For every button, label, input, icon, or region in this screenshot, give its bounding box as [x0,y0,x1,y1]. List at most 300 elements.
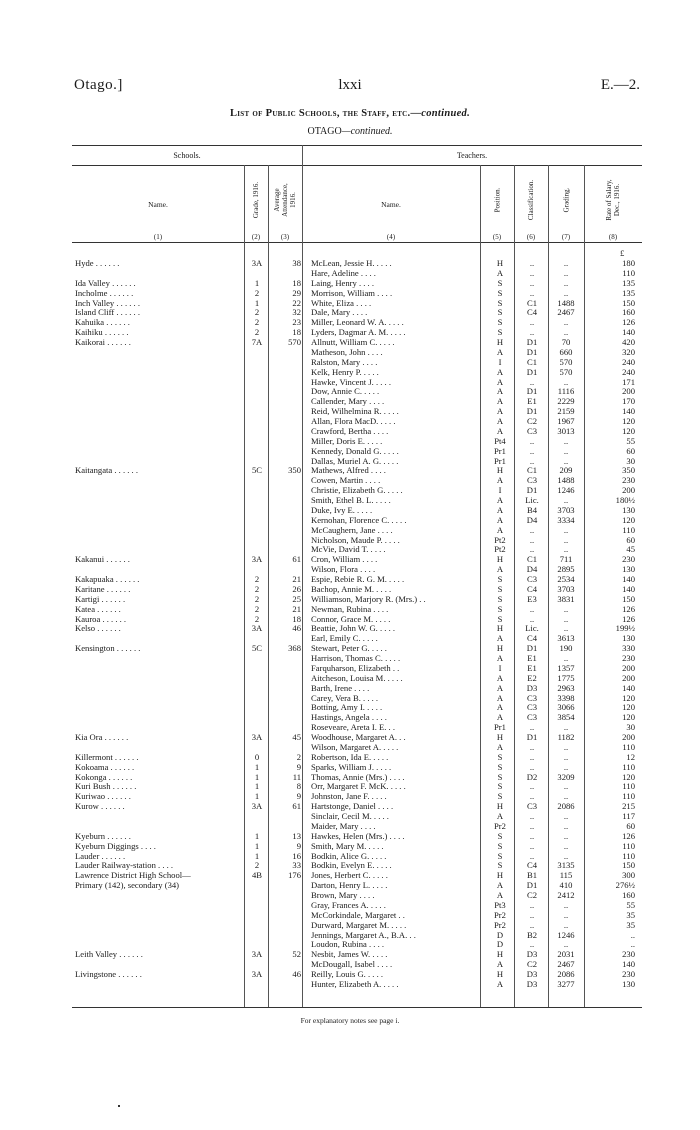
school-grade: 5C [251,643,263,654]
teacher-name: Callender, Mary . . . . [311,397,385,407]
col-header-school-name: Name. [148,200,168,209]
teacher-classification: .. [529,524,535,535]
table-row [75,397,640,407]
school-grade: 3A [251,258,263,268]
teacher-position: A [496,376,504,387]
teacher-salary: 60 [626,820,635,831]
teacher-position: A [496,524,504,535]
teacher-salary: 110 [622,761,635,772]
table-row [75,842,640,852]
table-row [75,289,640,299]
teacher-classification: B2 [526,929,538,940]
school-name: Kaihiku . . . . . . [75,328,129,338]
teacher-name: Loudon, Rubina . . . . [311,940,385,950]
teacher-classification: .. [529,939,535,950]
teacher-grading: .. [563,830,569,841]
school-grade: 2 [254,860,260,871]
teacher-classification: Lic. [525,495,539,505]
school-name: Inch Valley . . . . . . [75,298,140,308]
teacher-salary: 140 [622,327,635,338]
teacher-salary: 30 [626,722,635,733]
teacher-name: Nicholson, Maude P. . . . . [311,535,400,545]
teacher-salary: 130 [622,504,635,515]
school-grade: 2 [254,574,260,584]
teacher-classification: E1 [527,396,537,407]
teacher-classification: D1 [526,732,538,742]
teacher-salary: 170 [622,396,635,407]
table-row [75,615,640,625]
school-grade: 2 [254,287,260,298]
table-row [75,279,640,289]
teacher-name: Durward, Margaret M. . . . . [311,920,407,930]
teacher-name: Wilson, Margaret A. . . . . [311,742,399,752]
school-attendance: 21 [292,574,301,584]
teacher-name: Matheson, John . . . . [311,347,383,357]
teacher-grading: 3277 [557,978,575,989]
teacher-grading: .. [563,258,569,268]
school-attendance: 61 [292,801,301,812]
school-name: Primary (142), secondary (34) [75,881,180,891]
school-attendance: 46 [292,623,301,634]
teacher-position: S [497,327,503,338]
school-name: Katea . . . . . . [75,604,121,614]
teacher-name: Smith, Mary M. . . . . [311,841,384,851]
teacher-classification: D3 [526,978,538,989]
teacher-salary: 120 [622,425,635,436]
teacher-classification: .. [529,376,535,387]
table-row [75,536,640,546]
teacher-grading: .. [563,761,569,772]
school-grade: 3A [251,949,263,960]
teacher-grading: .. [563,850,569,861]
teacher-position: S [497,781,503,792]
teacher-salary: 230 [622,969,635,979]
teacher-name: Woodhouse, Margaret A. . . [311,733,406,742]
teacher-name: Reid, Wilhelmina R. . . . . [311,407,399,417]
table-row [75,595,640,605]
teacher-classification: C2 [526,959,538,970]
school-attendance: 25 [292,593,301,604]
table-row [75,782,640,792]
colnum: (2) [251,233,261,241]
teacher-name: Allan, Flora MacD. . . . . [311,417,396,426]
school-grade: 1 [254,830,260,841]
school-attendance: 9 [296,840,301,851]
teacher-classification: .. [529,761,535,772]
teacher-classification: D3 [526,949,538,960]
school-name: Island Cliff . . . . . . [75,308,141,318]
teacher-position: Pr1 [494,722,506,733]
group-schools: Schools. [173,151,201,160]
teacher-grading: .. [563,909,569,920]
teacher-grading: 660 [559,346,573,357]
school-grade: 1 [254,840,260,851]
teacher-classification: E2 [527,672,537,683]
table-row [75,664,640,674]
teacher-name: Farquharson, Elizabeth . . [311,663,400,673]
school-attendance: 9 [296,761,301,772]
teacher-position: Pr1 [494,455,506,466]
teacher-name: Sinclair, Cecil M. . . . . [311,812,389,821]
teacher-classification: D1 [526,485,538,496]
teacher-grading: .. [563,741,569,752]
teacher-grading: .. [563,534,569,545]
table-row [75,891,640,901]
teacher-salary: 110 [622,741,635,752]
teacher-name: Carey, Vera B. . . . . [311,693,379,703]
table-row [75,743,640,753]
table-row [75,940,640,950]
teacher-name: Thomas, Annie (Mrs.) . . . . [311,772,405,782]
teacher-salary: 171 [622,376,635,387]
stray-mark [118,1105,120,1107]
teacher-classification: C4 [526,307,538,318]
teacher-position: I [498,485,502,496]
teacher-classification: D1 [526,346,538,357]
teacher-classification: C2 [526,416,538,426]
teacher-salary: 110 [622,781,635,792]
teacher-name: Allnutt, William C. . . . . [311,338,395,347]
table-row [75,861,640,871]
table-top-rule [72,145,642,146]
teacher-salary: 117 [622,811,635,821]
teacher-salary: 120 [622,692,635,703]
teacher-classification: .. [529,534,535,545]
teacher-position: S [497,583,503,594]
table-bottom-rule [72,1007,642,1008]
school-name: Ida Valley . . . . . . [75,278,136,288]
teacher-salary: 135 [622,277,635,288]
school-attendance: 176 [288,870,301,881]
teacher-name: Espie, Rebie R. G. M. . . . . [311,575,405,584]
teacher-grading: 3398 [557,692,575,703]
teacher-salary: 45 [626,544,635,555]
school-name: Lawrence District High School— [75,871,191,881]
teacher-salary: 240 [622,356,635,367]
teacher-salary: 135 [622,287,635,298]
teacher-classification: .. [529,445,535,456]
teacher-salary: 140 [622,682,635,693]
teacher-salary: 140 [622,574,635,584]
teacher-position: A [496,564,504,575]
teacher-classification: D2 [526,771,538,782]
school-grade: 5C [251,465,263,476]
teacher-position: A [496,741,504,752]
school-name: Kurow . . . . . . [75,802,125,812]
school-attendance: 45 [292,732,301,742]
teacher-position: S [497,771,503,782]
teacher-position: A [496,425,504,436]
teacher-salary: 110 [622,840,635,851]
school-grade: 1 [254,850,260,861]
school-attendance: 350 [288,465,301,476]
school-name: Livingstone . . . . . . [75,970,142,979]
page-title [0,108,700,119]
table-row [75,269,640,279]
table-row [75,407,640,417]
teacher-name: Gray, Frances A. . . . . [311,900,386,910]
teacher-grading: 3854 [557,712,575,723]
teacher-grading: 209 [559,465,573,476]
table-row [75,763,640,773]
page-subtitle [0,126,700,137]
teacher-classification: C1 [526,554,538,565]
teacher-name: Botting, Amy I. . . . . [311,703,383,713]
table-row [75,565,640,575]
school-name: Lauder . . . . . . [75,851,126,861]
table-row [75,970,640,980]
teacher-name: Earl, Emily C. . . . . [311,634,378,644]
colnum: (8) [608,233,618,241]
school-attendance: 21 [292,603,301,614]
group-header-rule [72,165,642,166]
teacher-position: Pr2 [494,919,506,930]
teacher-position: Pr1 [494,445,506,456]
teacher-name: Jones, Herbert C. . . . . [311,871,388,881]
teacher-classification: .. [529,919,535,930]
teacher-name: Bodkin, Alice G. . . . . [311,851,387,861]
teacher-salary: 140 [622,959,635,970]
teacher-name: Hawkes, Helen (Mrs.) . . . . [311,831,405,841]
teacher-position: S [497,307,503,318]
table-row [75,852,640,862]
teacher-salary: 120 [622,702,635,713]
teacher-classification: C3 [526,702,538,713]
school-name: Kyeburn Diggings . . . . [75,841,156,851]
teacher-position: A [496,386,504,397]
title-main: List of Public Schools, the Staff, etc. [229,108,411,119]
teacher-salary: 35 [626,919,635,930]
teacher-grading: 3209 [557,771,575,782]
teacher-grading: 2412 [557,890,575,900]
teacher-name: Dow, Annie C. . . . . [311,387,380,397]
teacher-salary: 150 [622,297,635,308]
teacher-position: H [496,623,504,634]
teacher-name: Bachop, Annie M. . . . . [311,584,392,594]
teacher-salary: 420 [622,337,635,347]
teacher-position: A [496,495,504,505]
teacher-grading: 1246 [557,485,575,496]
teacher-name: Laing, Henry . . . . [311,278,375,288]
teacher-position: A [496,702,504,713]
teacher-salary: 60 [626,445,635,456]
teacher-grading: 1357 [557,662,575,673]
teacher-grading: .. [563,544,569,555]
teacher-position: S [497,317,503,328]
teacher-name: McLean, Jessie H. . . . . [311,259,392,268]
teacher-salary: 126 [622,613,635,624]
teacher-grading: .. [563,327,569,338]
colnum: (6) [526,233,536,241]
teacher-name: Stewart, Peter G. . . . . [311,644,387,654]
teacher-position: A [496,514,504,525]
teacher-classification: C4 [526,583,538,594]
teacher-grading: .. [563,455,569,466]
teacher-classification: C1 [526,465,538,476]
teacher-salary: 126 [622,317,635,328]
teacher-name: Duke, Ivy E. . . . . [311,505,373,515]
school-name: Kakapuaka . . . . . . [75,575,140,584]
teacher-position: Pr2 [494,820,506,831]
teacher-salary: 140 [622,583,635,594]
teacher-position: H [496,949,504,960]
teacher-classification: B4 [526,504,538,515]
teacher-name: Barth, Irene . . . . [311,683,370,693]
teacher-grading: .. [563,751,569,762]
table-row [75,654,640,664]
teacher-position: A [496,396,504,407]
teacher-grading: 570 [559,356,573,367]
teacher-position: D [496,939,504,950]
teacher-classification: D1 [526,643,538,654]
table-row [75,457,640,467]
table-row [75,713,640,723]
teacher-salary: .. [630,939,635,950]
teacher-name: Sparks, William J. . . . . [311,762,392,772]
teacher-grading: 3831 [557,593,575,604]
table-row [75,605,640,615]
teacher-grading: .. [563,376,569,387]
teacher-name: Beattie, John W. G. . . . . [311,624,396,634]
teacher-salary: 150 [622,593,635,604]
page-number: lxxi [338,77,362,93]
teacher-position: S [497,830,503,841]
teacher-classification: .. [529,267,535,278]
teacher-classification: C1 [526,356,538,367]
teacher-classification: .. [529,811,535,821]
school-grade: 3A [251,623,263,634]
teacher-name: Dallas, Muriel A. G. . . . . [311,456,399,466]
teacher-grading: 2159 [557,406,575,417]
teacher-name: Harrison, Thomas C. . . . . [311,654,401,663]
table-row [75,931,640,941]
page-header-right: E.—2. [600,77,640,93]
school-attendance: 18 [292,613,301,624]
teacher-grading: .. [563,919,569,930]
table-row [75,387,640,397]
teacher-position: H [496,465,504,476]
teacher-classification: C3 [526,801,538,812]
teacher-classification: C3 [526,712,538,723]
teacher-grading: .. [563,603,569,614]
table-row [75,694,640,704]
teacher-grading: 190 [559,643,573,654]
teacher-position: A [496,504,504,515]
teacher-salary: 230 [622,949,635,960]
school-name: Kelso . . . . . . [75,624,121,634]
teacher-name: Smith, Ethel B. L. . . . . [311,496,391,505]
teacher-name: Cron, William . . . . [311,555,378,565]
teacher-name: Dale, Mary . . . . [311,308,368,318]
teacher-grading: 711 [559,554,573,565]
teacher-name: Newman, Rubina . . . . [311,604,389,614]
table-row [75,960,640,970]
teacher-position: A [496,712,504,723]
school-attendance: 368 [288,643,301,654]
teacher-name: Kelk, Henry P. . . . . [311,367,379,377]
teacher-name: Darton, Henry L. . . . . [311,881,388,891]
teacher-grading: .. [563,495,569,505]
table-row [75,684,640,694]
teacher-classification: D1 [526,386,538,397]
teacher-position: A [496,672,504,683]
teacher-salary: 230 [622,554,635,565]
teacher-salary: .. [630,929,635,940]
teacher-salary: 180 [622,258,635,268]
school-grade: 1 [254,781,260,792]
teacher-salary: 120 [622,712,635,723]
school-grade: 3A [251,554,263,565]
teacher-grading: 1116 [557,386,575,397]
teacher-position: I [498,356,502,367]
teacher-salary: 110 [622,850,635,861]
teacher-position: S [497,287,503,298]
teacher-classification: .. [529,830,535,841]
table-row [75,437,640,447]
colnum: (4) [386,233,396,241]
school-name: Killermont . . . . . . [75,752,139,762]
teacher-name: Ralston, Mary . . . . [311,357,378,367]
teacher-grading: 2467 [557,307,575,318]
school-name: Kokoama . . . . . . [75,762,135,772]
teacher-position: A [496,811,504,821]
teacher-classification: Lic. [525,623,539,634]
table-row [75,318,640,328]
teacher-grading: 2086 [557,969,575,979]
teacher-position: H [496,643,504,654]
teacher-classification: C3 [526,475,538,486]
teacher-classification: .. [529,751,535,762]
teacher-position: S [497,574,503,584]
table-row [75,723,640,733]
teacher-position: A [496,416,504,426]
school-grade: 2 [254,307,260,318]
teacher-classification: D3 [526,969,538,979]
school-attendance: 16 [292,850,301,861]
teacher-salary: 120 [622,514,635,525]
teacher-classification: C3 [526,692,538,703]
teacher-name: Lyders, Dagmar A. M. . . . . [311,328,406,338]
teacher-position: S [497,840,503,851]
table-row [75,901,640,911]
teacher-position: A [496,692,504,703]
teacher-position: A [496,890,504,900]
teacher-salary: 200 [622,386,635,397]
col-header-grade: Grade, 1916. [252,181,261,219]
table-row [75,328,640,338]
table-row [75,802,640,812]
teacher-grading: 3135 [557,860,575,871]
teacher-name: Hare, Adeline . . . . [311,268,376,278]
teacher-salary: 126 [622,830,635,841]
teacher-position: S [497,761,503,772]
table-row [75,466,640,476]
colnum: (3) [280,233,290,241]
teacher-classification: D4 [526,514,538,525]
teacher-position: Pt4 [494,435,506,446]
school-name: Karitane . . . . . . [75,584,131,594]
table-row [75,368,640,378]
table-row [75,871,640,881]
teacher-name: Morrison, William . . . . [311,288,393,298]
teacher-salary: 126 [622,603,635,614]
table-row [75,358,640,368]
col-header-classification: Classification. [527,179,535,221]
colnum: (7) [561,233,571,241]
teacher-position: A [496,346,504,357]
teacher-salary: 130 [622,978,635,989]
teacher-salary: 200 [622,485,635,496]
